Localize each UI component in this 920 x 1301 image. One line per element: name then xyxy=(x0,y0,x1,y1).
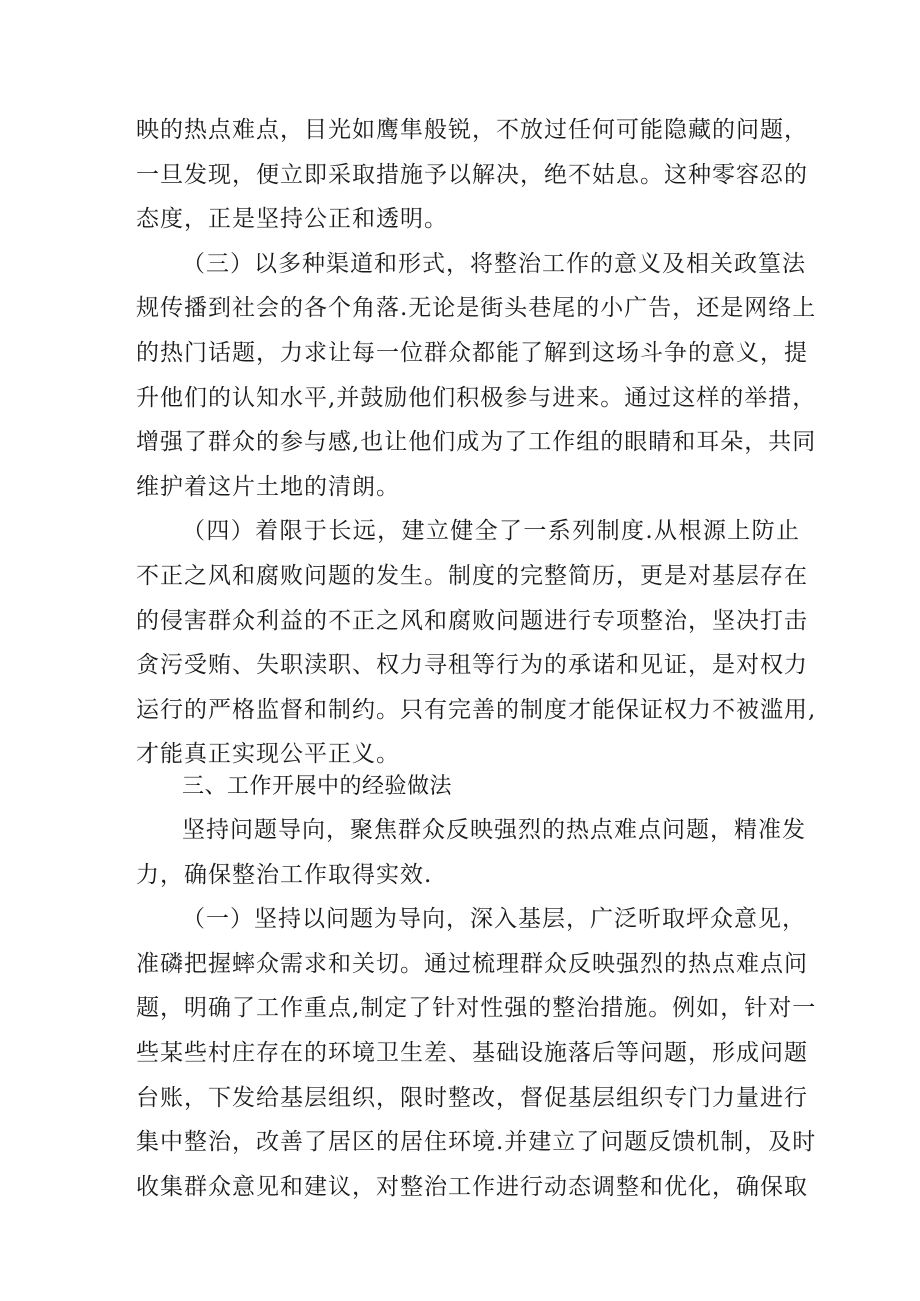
body-text-line: 台账，下发给基层组织，限时整改，督促基层组织专门力量进行 xyxy=(136,1084,808,1111)
body-text-line: 的热门话题，力求让每一位群众都能了解到这场斗争的意义，提 xyxy=(136,340,808,366)
body-text-line: 准磷把握蟀众需求和关切。通过梳理群众反映强烈的热点难点问 xyxy=(136,950,808,977)
body-text-line: 规传播到社会的各个角落.无论是街头巷尾的小广告，还是网络上 xyxy=(136,295,817,322)
body-text-line: 维护着这片土地的清朗。 xyxy=(136,473,400,500)
body-text-line: 映的热点难点，目光如鹰隼般锐，不放过任何可能隐藏的问题， xyxy=(136,117,808,143)
body-text-line: 一旦发现，便立即采取措施予以解决，绝不姑息。这种零容忍的 xyxy=(136,161,808,188)
body-text-line: 态度，正是坚持公正和透明。 xyxy=(136,206,448,233)
body-text-line: 运行的严格监督和制约。只有完善的制度才能保证权力不被滥用, xyxy=(136,696,817,723)
body-text-line: 题，明确了工作重点,制定了针对性强的整治措施。例如，针对一 xyxy=(136,995,817,1022)
body-text-line: 才能真正实现公平正义。 xyxy=(136,741,400,768)
body-text-line: 的侵害群众利益的不正之风和腐败问题进行专项整治，坚决打击 xyxy=(136,607,808,634)
body-text-line: （四）着限于长远，建立健全了一系列制度.从根源上防止 xyxy=(182,518,800,545)
body-text-line: 升他们的认知水平,并鼓励他们积极参与进来。通过这样的举措， xyxy=(136,384,817,411)
body-text-line: 力，确保整治工作取得实效. xyxy=(136,861,433,888)
body-text-line: 坚持问题导向，聚焦群众反映强烈的热点难点问题，精准发 xyxy=(182,817,806,843)
body-text-line: 增强了群众的参与感,也让他们成为了工作组的眼睛和耳朵，共同 xyxy=(136,429,817,456)
body-text-line: 贪污受贿、失职渎职、权力寻租等行为的承诺和见证，是对权力 xyxy=(136,652,808,679)
body-text-line: （一）坚持以问题为导向，深入基层，广泛听取坪众意见， xyxy=(182,906,806,933)
body-text-line: （三）以多种渠道和形式，将整治工作的意义及相关政篁法 xyxy=(182,250,806,277)
body-text-line: 些某些村庄存在的环境卫生差、基础设施落后等问题，形成问题 xyxy=(136,1040,808,1066)
body-text-line: 集中整治，改善了居区的居住环境.并建立了问题反馈机制，及时 xyxy=(136,1129,817,1156)
section-heading: 三、工作开展中的经验做法 xyxy=(182,774,453,799)
body-text-line: 收集群众意见和建议，对整治工作进行动态调整和优化，确保取 xyxy=(136,1173,808,1200)
body-text-line: 不正之风和腐败问题的发生。制度的完整简历，更是对基层存在 xyxy=(136,563,808,589)
